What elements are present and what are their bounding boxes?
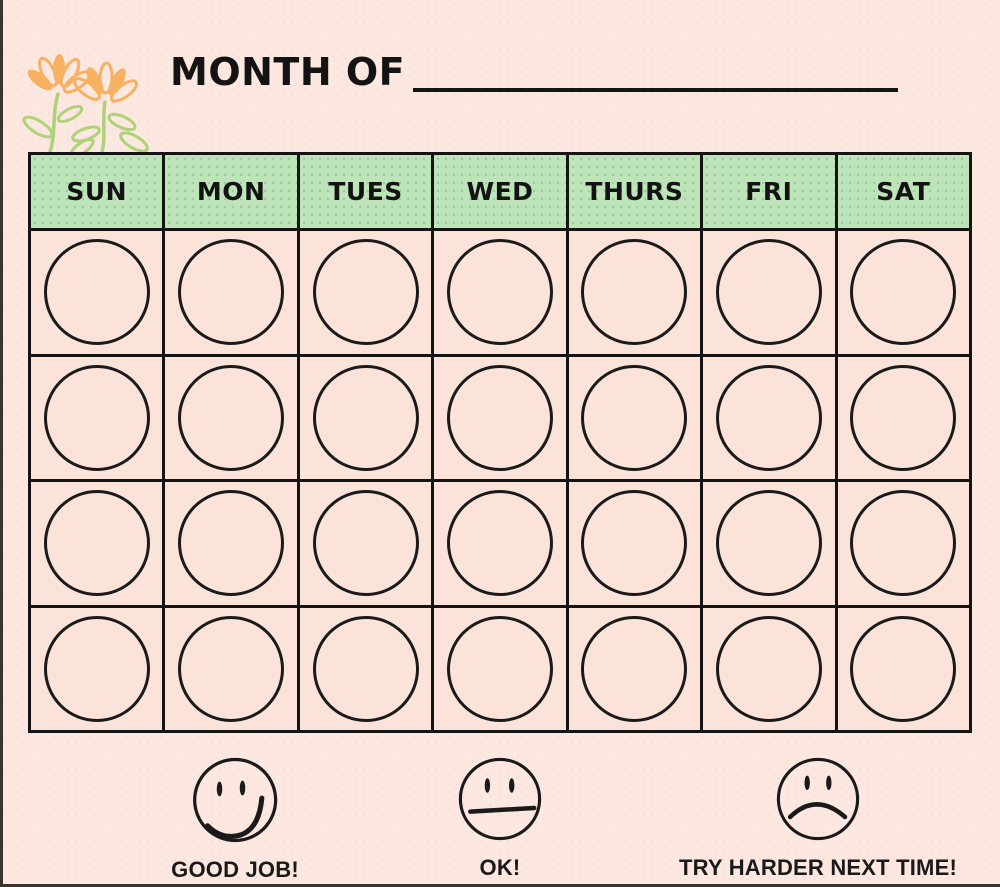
day-circle <box>447 616 553 722</box>
day-header-thurs: THURS <box>569 155 700 228</box>
day-circle <box>313 365 419 471</box>
calendar-cell <box>434 482 565 605</box>
mood-ok <box>455 754 545 881</box>
day-circle <box>178 490 284 596</box>
calendar-cell <box>434 608 565 731</box>
day-circle <box>178 365 284 471</box>
day-circle <box>447 239 553 345</box>
calendar-cell <box>300 608 431 731</box>
calendar-cell <box>165 482 296 605</box>
calendar-cell <box>838 231 969 354</box>
calendar-cell <box>300 357 431 480</box>
calendar-cell <box>569 608 700 731</box>
calendar-cell <box>703 482 834 605</box>
day-header-sat: SAT <box>838 155 969 228</box>
day-header-wed: WED <box>434 155 565 228</box>
smiley-neutral-icon <box>455 754 545 844</box>
calendar-cell <box>703 608 834 731</box>
day-circle <box>716 239 822 345</box>
calendar-cell <box>569 357 700 480</box>
calendar-cell <box>569 482 700 605</box>
mood-label: OK! <box>479 855 521 880</box>
calendar-cell <box>31 482 162 605</box>
calendar-cell <box>569 231 700 354</box>
left-edge-border <box>0 0 3 887</box>
page-title: MONTH OF <box>170 50 406 94</box>
day-circle <box>581 239 687 345</box>
calendar-cell <box>31 608 162 731</box>
calendar-cell <box>165 357 296 480</box>
day-circle <box>313 239 419 345</box>
day-header-mon: MON <box>165 155 296 228</box>
day-circle <box>313 490 419 596</box>
day-circle <box>850 490 956 596</box>
day-circle <box>581 616 687 722</box>
calendar-cell <box>31 357 162 480</box>
calendar-cell <box>165 608 296 731</box>
calendar-cell <box>838 482 969 605</box>
day-circle <box>447 365 553 471</box>
calendar-cell <box>434 231 565 354</box>
day-circle <box>178 239 284 345</box>
mood-try-harder <box>679 754 957 881</box>
calendar-cell <box>838 608 969 731</box>
calendar-cell <box>838 357 969 480</box>
day-circle <box>178 616 284 722</box>
calendar-cell <box>165 231 296 354</box>
day-circle <box>716 365 822 471</box>
calendar-grid <box>28 152 972 733</box>
day-header-fri: FRI <box>703 155 834 228</box>
calendar-cell <box>434 357 565 480</box>
day-circle <box>716 490 822 596</box>
month-blank-line <box>413 88 898 92</box>
day-circle <box>44 365 150 471</box>
flowers-decoration-icon <box>22 42 164 152</box>
mood-label: GOOD JOB! <box>171 857 299 882</box>
day-header-sun: SUN <box>31 155 162 228</box>
day-circle <box>581 365 687 471</box>
calendar-cell <box>300 231 431 354</box>
day-header-tues: TUES <box>300 155 431 228</box>
day-circle <box>313 616 419 722</box>
day-circle <box>44 239 150 345</box>
calendar-cell <box>703 231 834 354</box>
day-circle <box>581 490 687 596</box>
calendar-cell <box>31 231 162 354</box>
day-circle <box>716 616 822 722</box>
calendar-cell <box>703 357 834 480</box>
smiley-sad-icon <box>773 754 863 844</box>
day-circle <box>44 490 150 596</box>
day-circle <box>850 365 956 471</box>
day-circle <box>850 239 956 345</box>
mood-label: TRY HARDER NEXT TIME! <box>679 855 957 880</box>
smiley-happy-icon <box>189 754 281 846</box>
day-circle <box>850 616 956 722</box>
day-circle <box>44 616 150 722</box>
day-circle <box>447 490 553 596</box>
calendar-cell <box>300 482 431 605</box>
mood-good <box>171 754 299 883</box>
